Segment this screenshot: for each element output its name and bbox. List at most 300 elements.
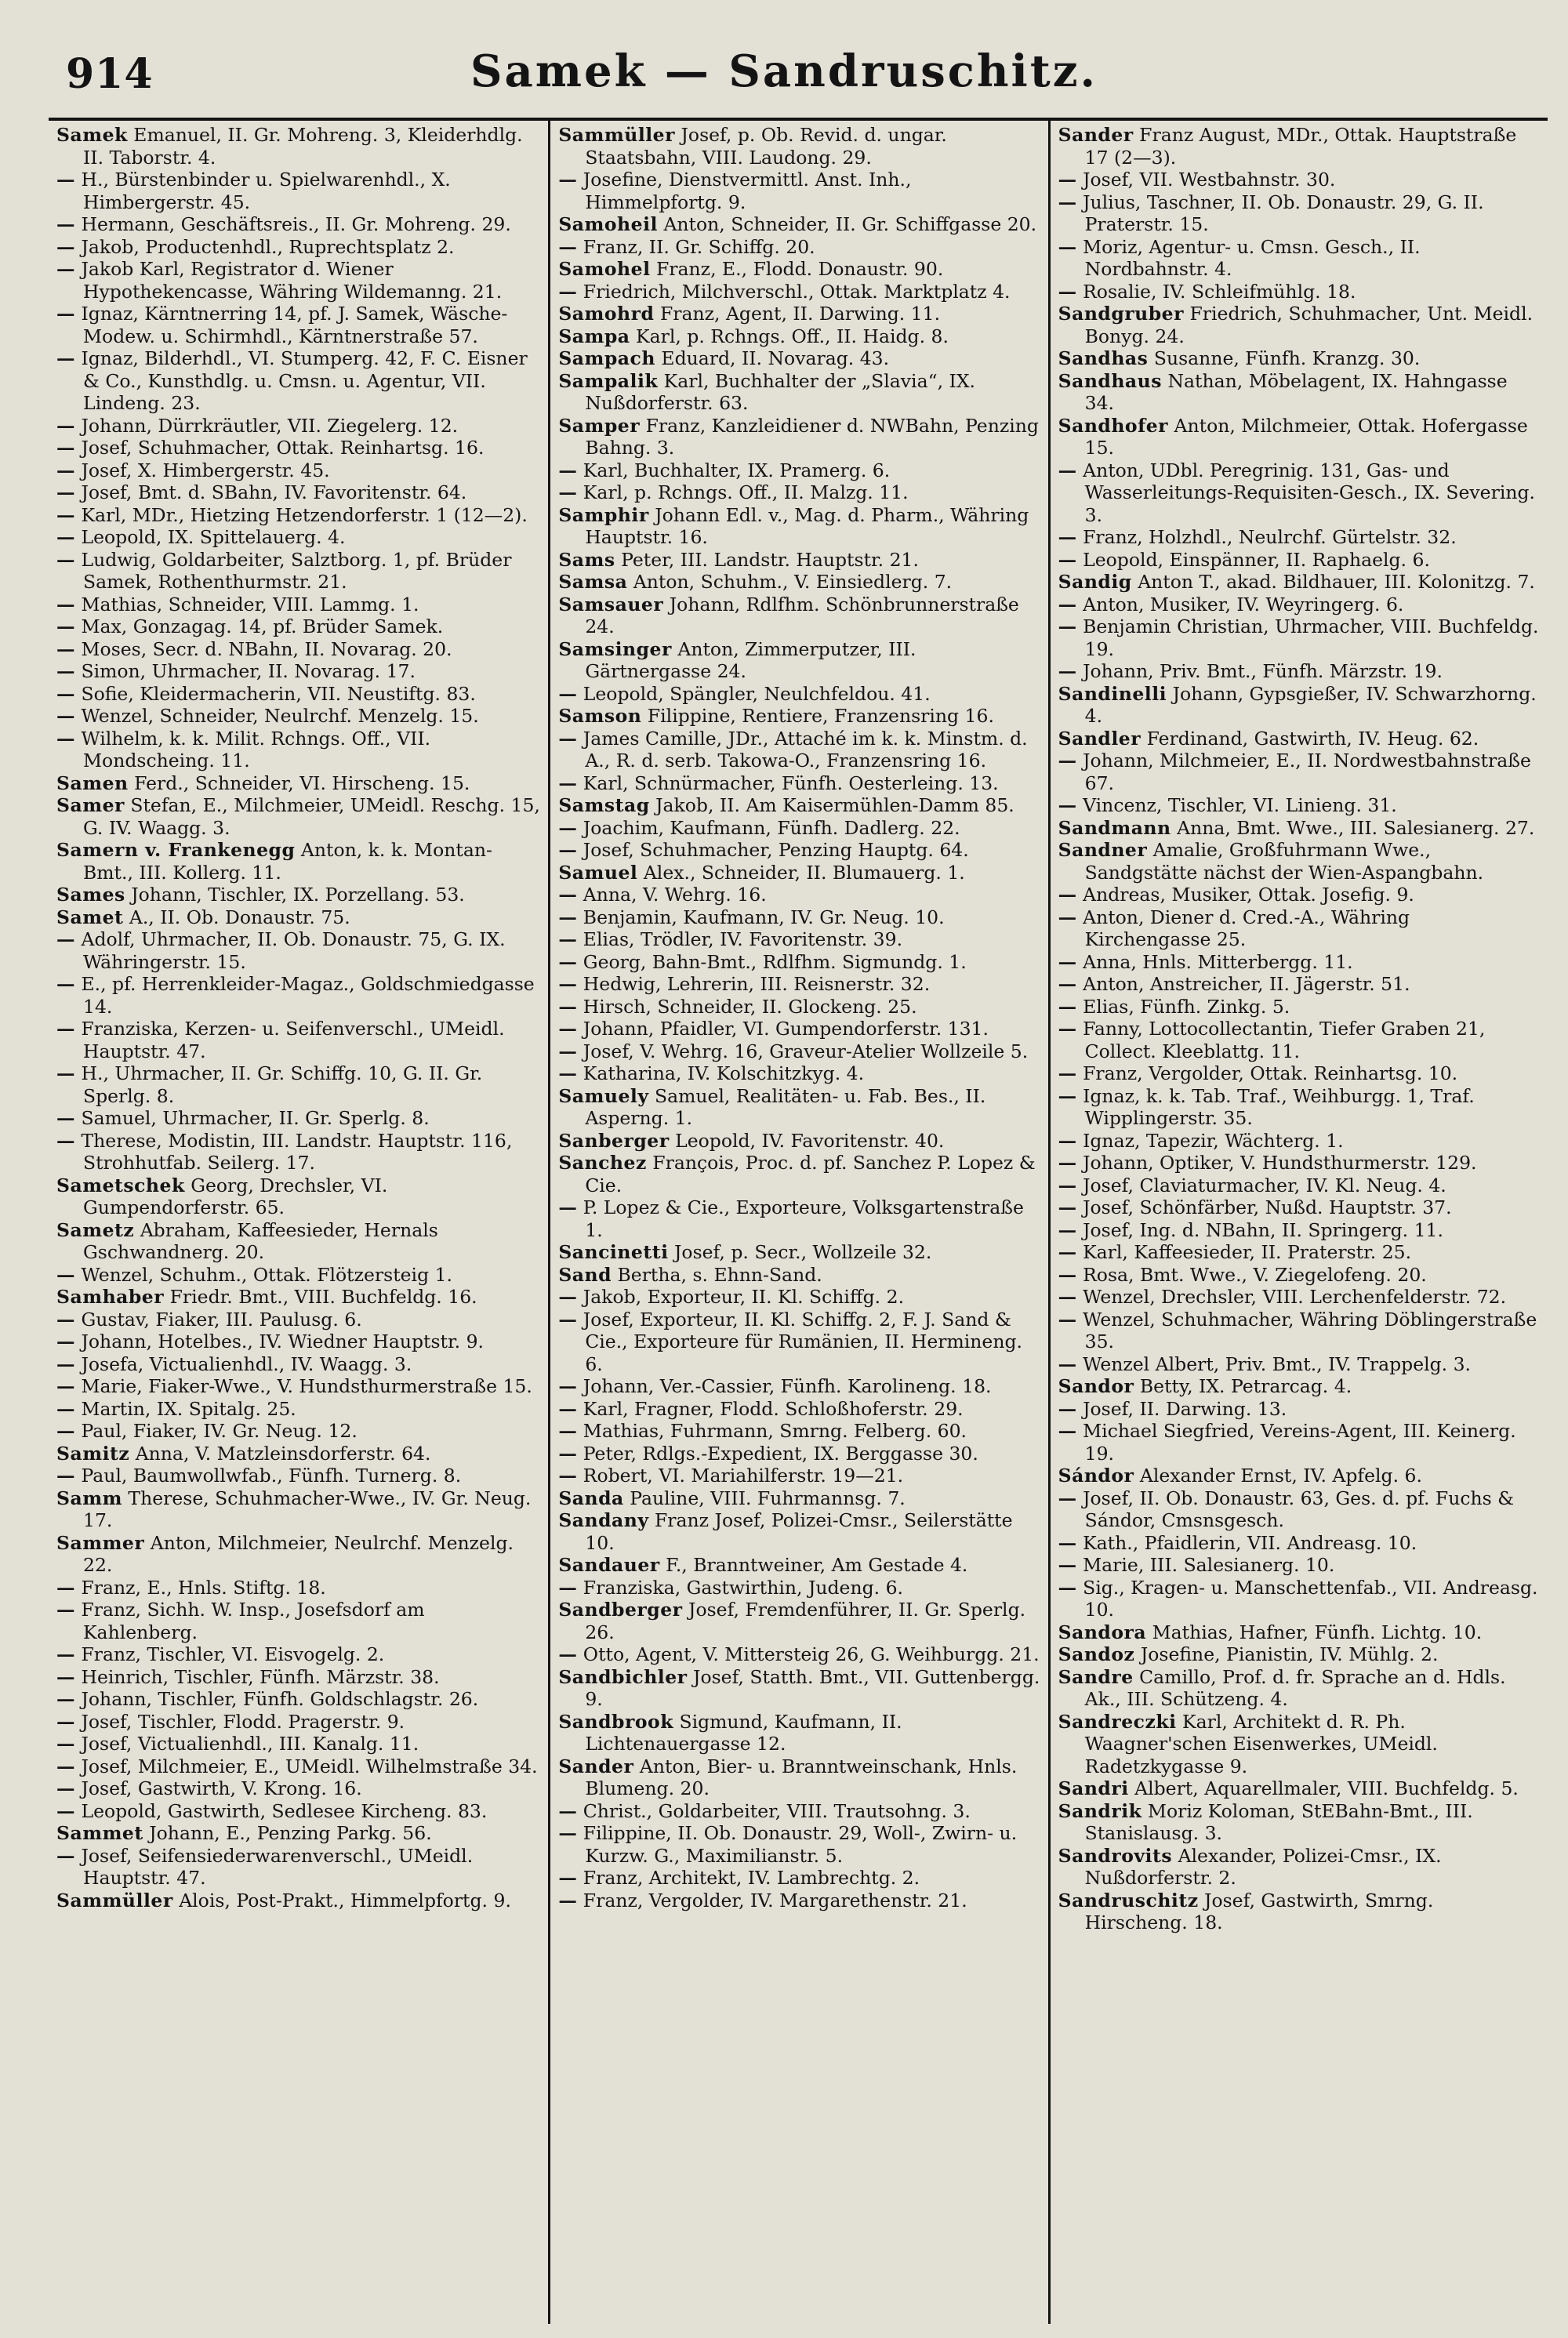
directory-entry (558, 213, 1040, 236)
entry-details: Josef, Schuhmacher, Penzing Hauptg. 64. (583, 839, 969, 861)
directory-entry (56, 1107, 540, 1130)
entry-surname: — (1058, 1397, 1077, 1420)
entry-surname: — (56, 169, 75, 191)
directory-entry (1058, 347, 1540, 370)
entry-surname: Samphir (558, 503, 649, 526)
entry-surname: — (558, 1822, 578, 1844)
entry-surname: — (56, 1844, 75, 1867)
entry-details: Sig., Kragen- u. Manschettenfab., VII. Andreasg. 10. (1083, 1576, 1538, 1621)
directory-entry (56, 1711, 540, 1734)
entry-details: Johann, E., Penzing Parkg. 56. (149, 1822, 432, 1844)
directory-entry (1058, 1286, 1540, 1309)
directory-entry (1058, 594, 1540, 616)
entry-details: Josef, Schönfärber, Nußd. Hauptstr. 37. (1083, 1196, 1452, 1218)
directory-entry (558, 1040, 1040, 1063)
directory-entry (558, 303, 1040, 325)
directory-entry (558, 258, 1040, 281)
entry-details: Pauline, VIII. Fuhrmannsg. 7. (630, 1487, 906, 1509)
entry-surname: — (1058, 1241, 1077, 1263)
page-number: 914 (66, 50, 154, 98)
directory-entry (1058, 1777, 1540, 1800)
entry-details: Karl, Buchhalter, IX. Pramerg. 6. (583, 459, 891, 481)
entry-details: Anton T., akad. Bildhauer, III. Kolonitzg. 7. (1138, 571, 1535, 593)
directory-entry (1058, 1711, 1540, 1778)
entry-surname: Sandrik (1058, 1799, 1142, 1822)
entry-details: Friedrich, Schuhmacher, Unt. Meidl. Bonyg. 24. (1084, 303, 1534, 347)
entry-surname: Sametschek (56, 1174, 185, 1196)
entry-details: Christ., Goldarbeiter, VIII. Trautsohng. 3. (583, 1799, 971, 1822)
entry-details: Benjamin, Kaufmann, IV. Gr. Neug. 10. (583, 906, 945, 928)
entry-surname: Sandor (1058, 1375, 1134, 1397)
directory-entry (56, 1532, 540, 1577)
directory-entry (56, 1331, 540, 1353)
entry-surname: — (56, 1107, 75, 1129)
entry-details: Ferd., Schneider, VI. Hirscheng. 15. (134, 771, 470, 794)
directory-entry (1058, 1174, 1540, 1197)
entry-details: Bertha, s. Ehnn-Sand. (617, 1263, 822, 1286)
directory-entry (1058, 1196, 1540, 1219)
entry-surname: — (56, 1062, 75, 1084)
entry-details: Josef, Ing. d. NBahn, II. Springerg. 11. (1083, 1218, 1443, 1241)
directory-entry (56, 504, 540, 527)
entry-details: Anton, Bier- u. Branntweinschank, Hnls. Blumeng. 20. (585, 1755, 1018, 1799)
entry-surname: — (558, 1040, 578, 1062)
entry-details: Robert, VI. Mariahilferstr. 19—21. (583, 1465, 904, 1487)
directory-entry (1058, 1487, 1540, 1532)
directory-entry (558, 996, 1040, 1018)
entry-details: Nathan, Möbelagent, IX. Hahngasse 34. (1084, 369, 1508, 414)
entry-surname: — (1058, 526, 1077, 548)
entry-details: Johann, Milchmeier, E., II. Nordwestbahnstraße 67. (1083, 750, 1531, 794)
entry-surname: Sandruschitz (1058, 1889, 1199, 1911)
directory-entry (558, 817, 1040, 840)
directory-entry (56, 1286, 540, 1309)
directory-entry (558, 1241, 1040, 1264)
entry-surname: — (56, 615, 75, 637)
directory-entry (56, 549, 540, 594)
entry-surname: — (56, 1308, 75, 1331)
entry-surname: — (1058, 973, 1077, 995)
directory-entry (558, 1130, 1040, 1153)
entry-surname: Sandinelli (1058, 682, 1167, 705)
directory-entry (56, 1487, 540, 1532)
directory-entry (1058, 1621, 1540, 1644)
entry-surname: — (1058, 1308, 1077, 1331)
directory-entry (558, 594, 1040, 638)
directory-entry (1058, 415, 1540, 459)
directory-entry (558, 973, 1040, 996)
entry-details: Hedwig, Lehrerin, III. Reisnerstr. 32. (583, 973, 931, 995)
entry-surname: — (56, 459, 75, 481)
entry-surname: — (56, 548, 75, 571)
entry-details: Betty, IX. Petrarcag. 4. (1139, 1375, 1352, 1397)
entry-details: Franz, Vergolder, Ottak. Reinhartsg. 10. (1083, 1062, 1458, 1084)
directory-entry (56, 1130, 540, 1174)
entry-details: Josef, Schuhmacher, Ottak. Reinhartsg. 16. (81, 437, 485, 459)
entry-details: Franz, Kanzleidiener d. NWBahn, Penzing Bahng. 3. (585, 414, 1039, 459)
entry-details: Ludwig, Goldarbeiter, Salztborg. 1, pf. Brüder Samek, Rothenthurmstr. 21. (81, 548, 512, 593)
directory-entry (558, 794, 1040, 817)
directory-entry (1058, 1577, 1540, 1621)
entry-details: Josef, Exporteur, II. Kl. Schiffg. 2, F. J. Sand & Cie., Exporteure für Rumänien, II. Hermineng. 6. (583, 1308, 1022, 1375)
directory-entry (1058, 1264, 1540, 1287)
entry-surname: Sandri (1058, 1777, 1129, 1799)
entry-details: Anton, Schneider, II. Gr. Schiffgasse 20. (663, 213, 1037, 235)
directory-entry (558, 124, 1040, 169)
directory-entry (558, 504, 1040, 549)
entry-details: Karl, Buchhalter der „Slavia“, IX. Nußdorferstr. 63. (585, 369, 976, 414)
entry-surname: — (1058, 1554, 1077, 1576)
directory-entry (558, 1465, 1040, 1487)
directory-entry (56, 1733, 540, 1755)
entry-details: Wenzel, Schuhmacher, Währing Döblingerstraße 35. (1083, 1308, 1537, 1352)
directory-entry (56, 1755, 540, 1778)
directory-entry (558, 1755, 1040, 1800)
entry-details: H., Uhrmacher, II. Gr. Schiffg. 10, G. II. Gr. Sperlg. 8. (81, 1062, 483, 1107)
entry-details: Benjamin Christian, Uhrmacher, VIII. Buchfeldg. 19. (1083, 615, 1539, 660)
entry-surname: — (558, 1196, 578, 1218)
entry-details: Alexander Ernst, IV. Apfelg. 6. (1139, 1465, 1422, 1487)
entry-details: Rosalie, IV. Schleifmühlg. 18. (1083, 280, 1356, 303)
entry-surname: — (56, 503, 75, 526)
directory-entry (558, 1822, 1040, 1867)
directory-entry (1058, 996, 1540, 1018)
directory-entry (1058, 281, 1540, 303)
entry-details: Hermann, Geschäftsreis., II. Gr. Mohreng. 29. (81, 213, 511, 235)
directory-entry (558, 1062, 1040, 1085)
entry-surname: — (1058, 1174, 1077, 1196)
directory-entry (1058, 1800, 1540, 1845)
entry-surname: — (1058, 1531, 1077, 1554)
entry-surname: Sandauer (558, 1554, 660, 1576)
directory-entry (1058, 1085, 1540, 1130)
entry-surname: — (1058, 660, 1077, 682)
entry-details: Josef, Statth. Bmt., VII. Guttenbergg. 9. (585, 1665, 1040, 1710)
directory-entry (56, 1845, 540, 1890)
directory-entry (1058, 1018, 1540, 1062)
entry-surname: Sampa (558, 325, 630, 347)
entry-surname: Samstag (558, 794, 650, 816)
directory-entry (56, 1018, 540, 1062)
entry-details: Ferdinand, Gastwirth, IV. Heug. 62. (1146, 727, 1479, 750)
entry-details: Stefan, E., Milchmeier, UMeidl. Reschg. 15, G. IV. Waagg. 3. (83, 794, 540, 839)
entry-details: Wenzel, Schneider, Neulrchf. Menzelg. 15. (81, 705, 479, 727)
directory-entry (558, 236, 1040, 259)
entry-details: Alex., Schneider, II. Blumauerg. 1. (643, 861, 965, 884)
entry-surname: — (1058, 1062, 1077, 1084)
directory-entry (56, 1599, 540, 1643)
directory-entry (558, 1711, 1040, 1755)
directory-entry (56, 1890, 540, 1912)
entry-details: F., Branntweiner, Am Gestade 4. (666, 1554, 968, 1576)
entry-details: Josef, p. Ob. Revid. d. ungar. Staatsbahn, VIII. Laudong. 29. (585, 124, 947, 169)
entry-details: Wenzel, Drechsler, VIII. Lerchenfelderstr. 72. (1083, 1286, 1507, 1308)
entry-surname: Sammer (56, 1531, 145, 1554)
entry-details: Elias, Trödler, IV. Favoritenstr. 39. (583, 928, 903, 950)
directory-entry (56, 1777, 540, 1800)
entry-details: Paul, Baumwollwfab., Fünfh. Turnerg. 8. (81, 1465, 462, 1487)
directory-entry (1058, 1532, 1540, 1555)
entry-surname: — (56, 928, 75, 950)
directory-entry (558, 862, 1040, 884)
entry-surname: Samsa (558, 571, 628, 593)
entry-details: Johann, Ver.-Cassier, Fünfh. Karolineng. 18. (583, 1375, 992, 1397)
entry-surname: Sanberger (558, 1129, 670, 1152)
entry-surname: Sandgruber (1058, 303, 1185, 325)
entry-surname: — (1058, 593, 1077, 615)
entry-surname: Sand (558, 1263, 612, 1286)
entry-details: Anton, Milchmeier, Neulrchf. Menzelg. 22. (83, 1531, 514, 1576)
entry-surname: — (1058, 235, 1077, 258)
directory-entry (56, 728, 540, 772)
directory-entry (558, 549, 1040, 572)
entry-details: Michael Siegfried, Vereins-Agent, III. Keinerg. 19. (1083, 1420, 1516, 1465)
entry-surname: Sames (56, 884, 125, 906)
column-1 (49, 121, 548, 2324)
entry-surname: — (1058, 191, 1077, 213)
entry-details: Samuel, Realitäten- u. Fab. Bes., II. Asperng. 1. (585, 1084, 986, 1129)
directory-entry (56, 1062, 540, 1107)
entry-surname: — (1058, 169, 1077, 191)
entry-details: Johann, Gypsgießer, IV. Schwarzhorng. 4. (1084, 682, 1537, 727)
directory-entry (56, 1353, 540, 1376)
entry-details: Heinrich, Tischler, Fünfh. Märzstr. 38. (81, 1665, 440, 1688)
directory-entry (558, 1018, 1040, 1040)
entry-surname: — (1058, 884, 1077, 906)
directory-entry (558, 683, 1040, 706)
directory-entry (1058, 1062, 1540, 1085)
directory-entry (56, 1219, 540, 1264)
entry-details: Anton, Anstreicher, II. Jägerstr. 51. (1083, 973, 1410, 995)
entry-surname: — (558, 816, 578, 839)
entry-surname: Sandany (558, 1509, 649, 1531)
entry-details: Johann Edl. v., Mag. d. Pharm., Währing Hauptstr. 16. (585, 503, 1029, 548)
entry-surname: Sandhofer (1058, 414, 1169, 437)
entry-details: Samuel, Uhrmacher, II. Gr. Sperlg. 8. (81, 1107, 430, 1129)
entry-details: Ignaz, Kärntnerring 14, pf. J. Samek, Wäsche-Modew. u. Schirmhdl., Kärntnerstraße 57. (81, 303, 508, 347)
entry-details: Alexander, Polizei-Cmsr., IX. Nußdorferstr. 2. (1084, 1844, 1442, 1889)
directory-entry (1058, 1353, 1540, 1376)
entry-details: Leopold, Gastwirth, Sedlesee Kircheng. 83. (81, 1799, 488, 1822)
entry-details: Eduard, II. Novarag. 43. (661, 347, 890, 369)
entry-details: Franz, Vergolder, IV. Margarethenstr. 21. (583, 1889, 967, 1911)
directory-entry (56, 303, 540, 347)
entry-details: Josef, VII. Westbahnstr. 30. (1083, 169, 1336, 191)
directory-entry (1058, 794, 1540, 817)
entry-details: Ignaz, Tapezir, Wächterg. 1. (1083, 1129, 1344, 1152)
directory-entry (558, 906, 1040, 929)
entry-surname: — (558, 950, 578, 973)
entry-details: Johann, Hotelbes., IV. Wiedner Hauptstr. 9. (81, 1331, 485, 1352)
entry-details: Leopold, Einspänner, II. Raphaelg. 6. (1083, 548, 1430, 571)
entry-details: Johann, Dürrkräutler, VII. Ziegelerg. 12. (81, 414, 459, 437)
entry-surname: — (558, 682, 578, 705)
entry-surname: — (1058, 1196, 1077, 1218)
entry-surname: — (1058, 1084, 1077, 1107)
entry-surname: — (558, 1375, 578, 1397)
directory-entry (1058, 728, 1540, 750)
entry-surname: — (56, 235, 75, 258)
entry-details: Jakob Karl, Registrator d. Wiener Hypothekencasse, Währing Wildemanng. 21. (81, 258, 503, 303)
entry-details: Therese, Modistin, III. Landstr. Hauptstr. 116, Strohhutfab. Seilerg. 17. (81, 1129, 513, 1174)
directory-entry (1058, 169, 1540, 191)
directory-entry (558, 370, 1040, 415)
entry-surname: — (56, 1397, 75, 1420)
directory-entry (558, 1196, 1040, 1241)
directory-entry (1058, 660, 1540, 683)
entry-details: Josef, Claviaturmacher, IV. Kl. Neug. 4. (1083, 1174, 1446, 1196)
entry-surname: Samohel (558, 258, 651, 280)
entry-surname: — (558, 481, 578, 503)
entry-details: H., Bürstenbinder u. Spielwarenhdl., X. Himbergerstr. 45. (81, 169, 451, 213)
entry-surname: — (1058, 1263, 1077, 1286)
entry-surname: Sammüller (56, 1889, 173, 1911)
directory-entry (558, 1577, 1040, 1599)
entry-surname: Sandora (1058, 1621, 1147, 1643)
entry-surname: Sammet (56, 1822, 143, 1844)
entry-surname: — (56, 1129, 75, 1152)
entry-surname: Samoheil (558, 213, 658, 235)
entry-details: Franz, Architekt, IV. Lambrechtg. 2. (583, 1867, 920, 1889)
directory-entry (558, 571, 1040, 594)
directory-entry (56, 481, 540, 504)
entry-surname: — (56, 1643, 75, 1665)
entry-details: Martin, IX. Spitalg. 25. (81, 1397, 296, 1420)
entry-details: Wilhelm, k. k. Milit. Rchngs. Off., VII. Mondscheing. 11. (81, 727, 431, 771)
entry-surname: Samen (56, 771, 129, 794)
entry-surname: Samer (56, 794, 125, 816)
entry-surname: — (56, 1375, 75, 1397)
entry-details: Marie, III. Salesianerg. 10. (1083, 1554, 1335, 1576)
entry-details: Franz, Agent, II. Darwing. 11. (659, 303, 941, 325)
entry-surname: — (56, 1665, 75, 1688)
entry-surname: — (56, 1710, 75, 1733)
directory-entry (1058, 1465, 1540, 1487)
entry-details: Josef, V. Wehrg. 16, Graveur-Atelier Wollzeile 5. (583, 1040, 1029, 1062)
entry-details: Anton, UDbl. Peregrinig. 131, Gas- und Wasserleitungs-Requisiten-Gesch., IX. Severing. 3. (1083, 459, 1535, 526)
entry-surname: — (558, 928, 578, 950)
entry-details: Karl, Kaffeesieder, II. Praterstr. 25. (1083, 1241, 1412, 1263)
entry-surname: Sametz (56, 1218, 135, 1241)
entry-surname: — (56, 637, 75, 660)
entry-surname: — (56, 660, 75, 682)
entry-details: Anton, Diener d. Cred.-A., Währing Kirchengasse 25. (1083, 906, 1410, 950)
directory-entry (558, 1309, 1040, 1376)
entry-surname: — (1058, 1018, 1077, 1040)
entry-details: Moriz Koloman, StEBahn-Bmt., III. Stanislausg. 3. (1084, 1799, 1473, 1844)
entry-details: Josef, Bmt. d. SBahn, IV. Favoritenstr. 64. (81, 481, 467, 503)
entry-details: Josef, X. Himbergerstr. 45. (81, 459, 330, 481)
entry-details: Franz, II. Gr. Schiffg. 20. (583, 235, 815, 258)
entry-surname: — (558, 1018, 578, 1040)
directory-entry (56, 794, 540, 839)
directory-entry (56, 638, 540, 661)
entry-details: Filippine, II. Ob. Donaustr. 29, Woll-, Zwirn- u. Kurzw. G., Maximilianstr. 5. (583, 1822, 1018, 1867)
directory-entry (1058, 1152, 1540, 1174)
entry-details: Peter, III. Landstr. Hauptstr. 21. (621, 548, 919, 571)
directory-entry (56, 437, 540, 459)
entry-surname: — (56, 1331, 75, 1352)
entry-surname: — (56, 1777, 75, 1799)
entry-surname: Sander (558, 1755, 634, 1777)
entry-details: Jakob, II. Am Kaisermühlen-Damm 85. (655, 794, 1014, 816)
entry-details: Ignaz, k. k. Tab. Traf., Weihburgg. 1, Traf. Wipplingerstr. 35. (1083, 1084, 1475, 1129)
column-2 (548, 121, 1047, 2324)
entry-details: Rosa, Bmt. Wwe., V. Ziegelofeng. 20. (1083, 1263, 1427, 1286)
entry-details: Simon, Uhrmacher, II. Novarag. 17. (81, 660, 416, 682)
entry-details: Josef, Milchmeier, E., UMeidl. Wilhelmstraße 34. (81, 1755, 538, 1777)
entry-details: Karl, Architekt d. R. Ph. Waagner'schen Eisenwerkes, UMeidl. Radetzkygasse 9. (1084, 1710, 1438, 1777)
entry-details: Josef, II. Ob. Donaustr. 63, Ges. d. pf. Fuchs & Sándor, Cmsnsgesch. (1083, 1487, 1515, 1531)
directory-entry (1058, 459, 1540, 527)
entry-surname: — (1058, 1576, 1077, 1599)
entry-details: Sigmund, Kaufmann, II. Lichtenauergasse 12. (585, 1710, 902, 1755)
entry-details: A., II. Ob. Donaustr. 75. (129, 906, 350, 928)
directory-entry (1058, 1666, 1540, 1711)
directory-entry (56, 124, 540, 169)
entry-surname: — (558, 169, 578, 191)
directory-entry (1058, 973, 1540, 996)
entry-surname: — (56, 1018, 75, 1040)
entry-surname: — (558, 1643, 578, 1665)
directory-entry (56, 236, 540, 259)
entry-details: Gustav, Fiaker, III. Paulusg. 6. (81, 1308, 362, 1331)
entry-surname: — (56, 1755, 75, 1777)
entry-details: Leopold, IX. Spittelauerg. 4. (81, 526, 346, 548)
directory-entry (558, 169, 1040, 213)
entry-details: Adolf, Uhrmacher, II. Ob. Donaustr. 75, G. IX. Währingerstr. 15. (81, 928, 506, 973)
entry-surname: Samsinger (558, 637, 672, 660)
entry-details: Anna, V. Matzleinsdorferstr. 64. (135, 1442, 431, 1465)
directory-entry (1058, 839, 1540, 884)
entry-details: Leopold, Spängler, Neulchfeldou. 41. (583, 682, 931, 705)
directory-entry (558, 481, 1040, 504)
entry-details: Anna, Bmt. Wwe., III. Salesianerg. 27. (1177, 816, 1535, 839)
entry-surname: Samm (56, 1487, 122, 1509)
entry-details: Paul, Fiaker, IV. Gr. Neug. 12. (81, 1420, 358, 1442)
entry-surname: — (558, 1062, 578, 1084)
directory-entry (558, 1443, 1040, 1465)
directory-entry (56, 594, 540, 616)
entry-surname: — (56, 303, 75, 325)
entry-details: Franz Josef, Polizei-Cmsr., Seilerstätte 10. (585, 1509, 1013, 1554)
entry-details: Karl, MDr., Hietzing Hetzendorferstr. 1 (12—2). (81, 503, 528, 526)
running-title: Samek — Sandruschitz. (470, 45, 1098, 97)
entry-details: Abraham, Kaffeesieder, Hernals Gschwandnerg. 20. (83, 1218, 438, 1263)
entry-surname: Samern v. Frankenegg (56, 839, 296, 861)
directory-entry (56, 973, 540, 1018)
entry-surname: Samhaber (56, 1286, 165, 1308)
entry-surname: — (56, 1465, 75, 1487)
directory-entry (1058, 1241, 1540, 1264)
entry-surname: Sandbichler (558, 1665, 688, 1688)
entry-surname: — (56, 1576, 75, 1599)
entry-surname: — (1058, 995, 1077, 1018)
directory-entry (56, 906, 540, 929)
directory-entry (558, 1264, 1040, 1287)
entry-surname: Samson (558, 705, 642, 727)
entry-details: Karl, Fragner, Flodd. Schloßhoferstr. 29. (583, 1397, 964, 1420)
directory-entry (558, 281, 1040, 303)
entry-surname: Sandoz (1058, 1643, 1135, 1665)
directory-entry (56, 839, 540, 884)
entry-details: Josef, Victualienhdl., III. Kanalg. 11. (81, 1733, 419, 1755)
entry-details: Franziska, Kerzen- u. Seifenverschl., UMeidl. Hauptstr. 47. (81, 1018, 505, 1062)
entry-details: Johann, Tischler, IX. Porzellang. 53. (131, 884, 465, 906)
entry-details: Susanne, Fünfh. Kranzg. 30. (1153, 347, 1421, 369)
entry-surname: — (558, 1576, 578, 1599)
entry-details: Amalie, Großfuhrmann Wwe., Sandgstätte nächst der Wien-Aspangbahn. (1084, 839, 1484, 884)
